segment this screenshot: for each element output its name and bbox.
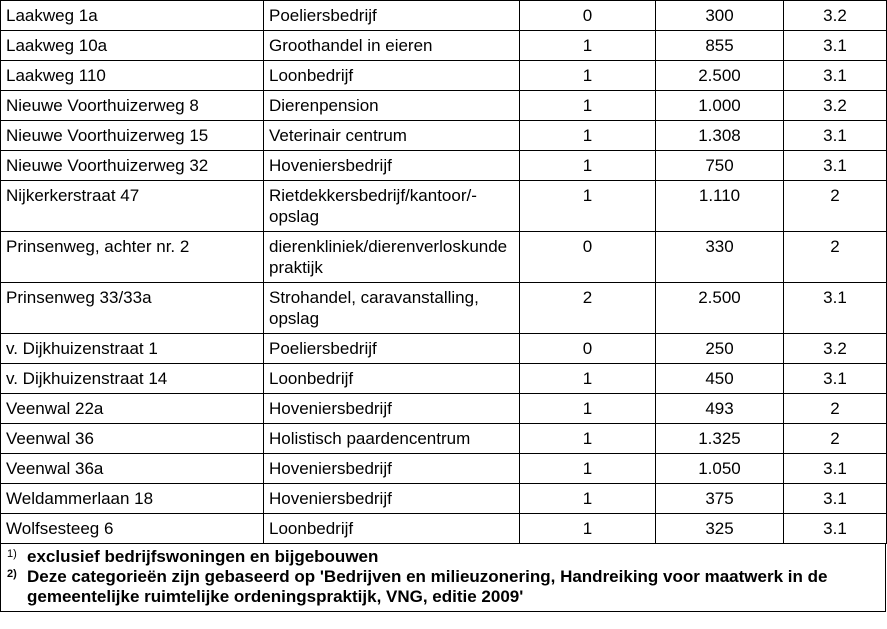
category-cell: 3.2: [784, 91, 887, 121]
table-row: [1, 454, 887, 484]
area-cell: 300: [656, 1, 784, 31]
category-cell: 3.1: [784, 364, 887, 394]
area-cell: 2.500: [656, 61, 784, 91]
value-cell: 1: [520, 424, 656, 454]
table-row: [1, 121, 887, 151]
area-cell: 325: [656, 514, 784, 544]
category-cell: 3.1: [784, 454, 887, 484]
category-cell: 2: [784, 232, 887, 283]
table-row: [1, 394, 887, 424]
category-cell: 2: [784, 394, 887, 424]
table-row: [1, 484, 887, 514]
footnote-2-marker: 2): [7, 568, 17, 580]
activity-cell: Poeliersbedrijf: [264, 334, 520, 364]
address-cell: Nieuwe Voorthuizerweg 8: [1, 91, 264, 121]
address-cell: Weldammerlaan 18: [1, 484, 264, 514]
activity-cell: Groothandel in eieren: [264, 31, 520, 61]
table-row: [1, 514, 887, 544]
table-row: [1, 1, 887, 31]
activity-cell: Poeliersbedrijf: [264, 1, 520, 31]
value-cell: 1: [520, 181, 656, 232]
area-cell: 1.050: [656, 454, 784, 484]
activity-cell: Hoveniersbedrijf: [264, 454, 520, 484]
value-cell: 2: [520, 283, 656, 334]
category-cell: 3.2: [784, 1, 887, 31]
value-cell: 1: [520, 364, 656, 394]
area-cell: 750: [656, 151, 784, 181]
address-cell: Nieuwe Voorthuizerweg 15: [1, 121, 264, 151]
category-cell: 3.1: [784, 61, 887, 91]
table-row: [1, 151, 887, 181]
activity-cell: Loonbedrijf: [264, 61, 520, 91]
address-cell: v. Dijkhuizenstraat 1: [1, 334, 264, 364]
value-cell: 1: [520, 484, 656, 514]
footnote-1: [1, 547, 885, 567]
value-cell: 0: [520, 1, 656, 31]
address-cell: Veenwal 36: [1, 424, 264, 454]
area-cell: 2.500: [656, 283, 784, 334]
table-row: [1, 232, 887, 283]
value-cell: 1: [520, 394, 656, 424]
value-cell: 1: [520, 514, 656, 544]
category-cell: 3.1: [784, 121, 887, 151]
table-body: [1, 1, 887, 544]
address-cell: Nijkerkerstraat 47: [1, 181, 264, 232]
address-cell: Prinsenweg 33/33a: [1, 283, 264, 334]
area-cell: 855: [656, 31, 784, 61]
area-cell: 375: [656, 484, 784, 514]
address-cell: v. Dijkhuizenstraat 14: [1, 364, 264, 394]
area-cell: 493: [656, 394, 784, 424]
table-row: [1, 283, 887, 334]
footnote-2: [1, 567, 885, 607]
activity-cell: Rietdekkersbedrijf/kantoor/-opslag: [264, 181, 520, 232]
category-cell: 3.1: [784, 31, 887, 61]
address-cell: Veenwal 22a: [1, 394, 264, 424]
activity-cell: Holistisch paardencentrum: [264, 424, 520, 454]
category-cell: 3.1: [784, 484, 887, 514]
value-cell: 0: [520, 232, 656, 283]
value-cell: 1: [520, 151, 656, 181]
category-cell: 3.1: [784, 283, 887, 334]
value-cell: 1: [520, 31, 656, 61]
address-cell: Laakweg 110: [1, 61, 264, 91]
activity-cell: Loonbedrijf: [264, 364, 520, 394]
area-cell: 1.308: [656, 121, 784, 151]
table-row: [1, 424, 887, 454]
footnote-1-text: exclusief bedrijfswoningen en bijgebouwen: [27, 547, 379, 566]
value-cell: 1: [520, 121, 656, 151]
value-cell: 1: [520, 454, 656, 484]
table-row: [1, 61, 887, 91]
category-cell: 3.2: [784, 334, 887, 364]
table-row: [1, 364, 887, 394]
area-cell: 1.110: [656, 181, 784, 232]
address-cell: Nieuwe Voorthuizerweg 32: [1, 151, 264, 181]
activity-cell: Hoveniersbedrijf: [264, 484, 520, 514]
address-cell: Laakweg 10a: [1, 31, 264, 61]
activity-cell: Dierenpension: [264, 91, 520, 121]
value-cell: 1: [520, 91, 656, 121]
activity-cell: Hoveniersbedrijf: [264, 151, 520, 181]
area-cell: 1.325: [656, 424, 784, 454]
value-cell: 1: [520, 61, 656, 91]
table-row: [1, 31, 887, 61]
activity-cell: Hoveniersbedrijf: [264, 394, 520, 424]
area-cell: 1.000: [656, 91, 784, 121]
table-row: [1, 181, 887, 232]
address-cell: Wolfsesteeg 6: [1, 514, 264, 544]
footnote-1-marker: 1): [7, 548, 17, 560]
area-cell: 450: [656, 364, 784, 394]
footnote-2-text: Deze categorieën zijn gebaseerd op 'Bedrijven en milieuzonering, Handreiking voor maatwerk in de gemeentelijke ruimtelijke ordeningspraktijk, VNG, editie 2009': [27, 567, 828, 606]
category-cell: 2: [784, 424, 887, 454]
address-cell: Laakweg 1a: [1, 1, 264, 31]
activity-cell: Loonbedrijf: [264, 514, 520, 544]
area-cell: 250: [656, 334, 784, 364]
area-cell: 330: [656, 232, 784, 283]
footnotes: [0, 544, 886, 612]
value-cell: 0: [520, 334, 656, 364]
activity-cell: Strohandel, caravanstalling, opslag: [264, 283, 520, 334]
activity-cell: dierenkliniek/dierenverloskundepraktijk: [264, 232, 520, 283]
address-cell: Veenwal 36a: [1, 454, 264, 484]
table-row: [1, 91, 887, 121]
address-cell: Prinsenweg, achter nr. 2: [1, 232, 264, 283]
activity-cell: Veterinair centrum: [264, 121, 520, 151]
category-cell: 2: [784, 181, 887, 232]
category-cell: 3.1: [784, 151, 887, 181]
table-row: [1, 334, 887, 364]
category-cell: 3.1: [784, 514, 887, 544]
